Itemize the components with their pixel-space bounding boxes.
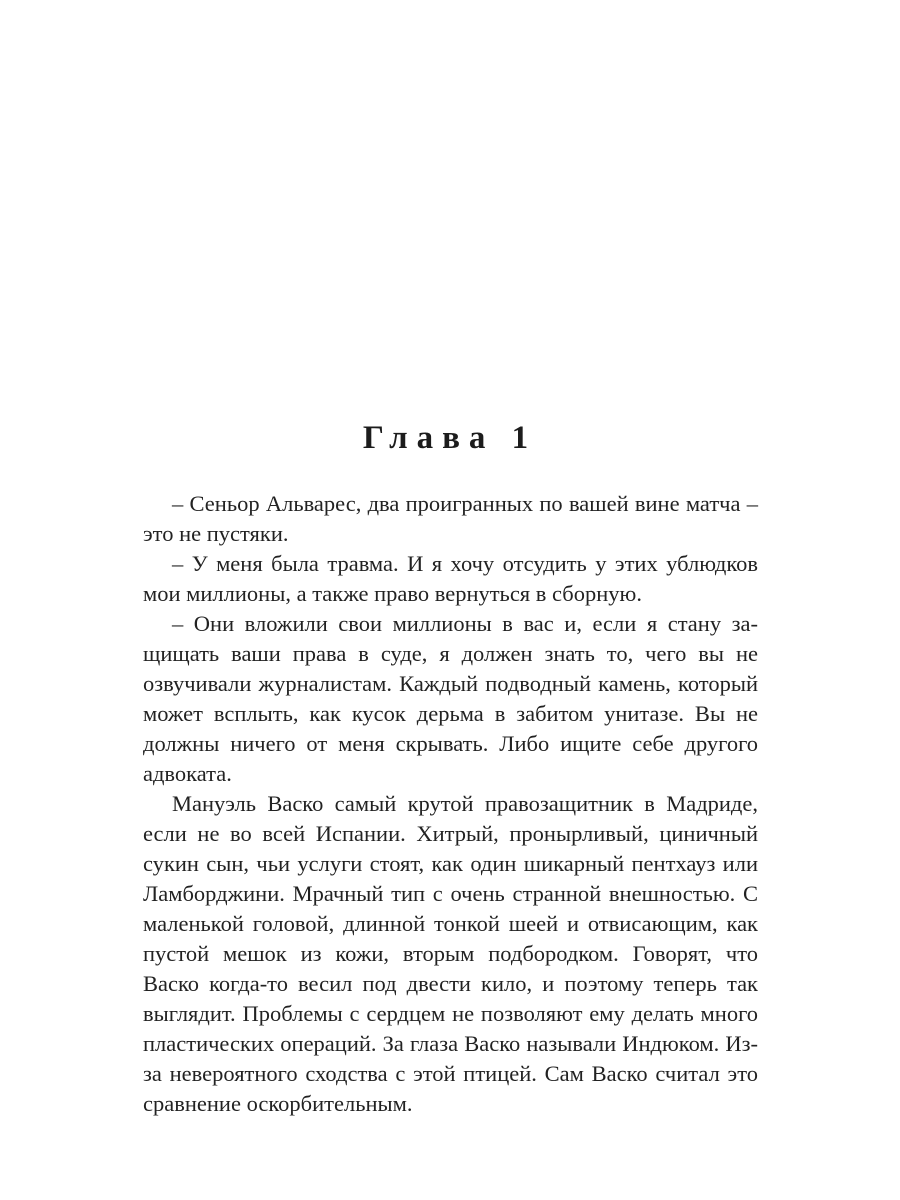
paragraph: – Сеньор Альварес, два проигранных по вашей вине матча – это не пустяки. xyxy=(143,491,758,546)
paragraph: – Они вложили свои миллионы в вас и, если я стану защищать ваши права в суде, я должен знать то, чего вы не озвучивали журналистам. Каждый подводный камень, который может всплыть, как кусок дерьма в забитом унитазе. Вы не должны ничего от меня скрывать. Либо ищите себе другого адвоката. xyxy=(143,611,758,786)
paragraph: – У меня была травма. И я хочу отсудить у этих ублюдков мои миллионы, а также право вернуться в сборную. xyxy=(143,551,758,606)
body-text xyxy=(143,489,758,1119)
chapter-title: Глава 1 xyxy=(362,420,538,456)
paragraph: Мануэль Васко самый крутой правозащитник в Мадриде, если не во всей Испании. Хитрый, пронырливый, циничный сукин сын, чьи услуги стоят, как один шикарный пентхауз или Ламборджини. Мрачный тип с очень странной внешностью. С маленькой головой, длинной тонкой шеей и отвисающим, как пустой мешок из кожи, вторым подбородком. Говорят, что Васко когда-то весил под двести кило, и поэтому теперь так выглядит. Проблемы с сердцем не позволяют ему делать много пластических операций. За глаза Васко называли Индюком. Из-за невероятного сходства с этой птицей. Сам Васко считал это сравнение оскорбительным. xyxy=(143,791,758,1116)
